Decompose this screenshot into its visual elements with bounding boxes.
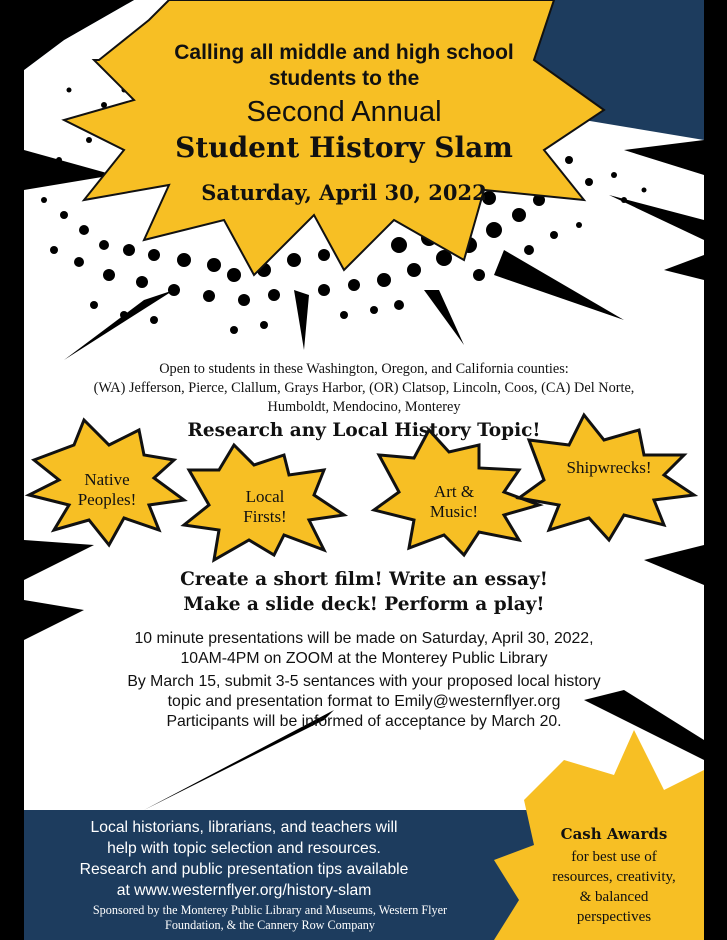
topic-tag-art-music: [409, 482, 499, 522]
details-line: Participants will be informed of acceptance by March 20.: [166, 713, 562, 730]
intro-text: [94, 40, 594, 92]
awards-line: for best use of: [571, 849, 657, 865]
flyer-paper: [24, 0, 704, 940]
support-line: at www.westernflyer.org/history-slam: [116, 882, 372, 899]
topic-tag-line: Local: [245, 487, 285, 506]
topic-tag-line: Peoples!: [77, 490, 137, 509]
support-text: [24, 817, 464, 901]
details-presentations: [44, 629, 684, 669]
details-line: 10AM-4PM on ZOOM at the Monterey Public Library: [180, 650, 548, 667]
formats-text: [64, 567, 664, 617]
topic-tag-line: Firsts!: [243, 507, 287, 526]
sponsor-line: Sponsored by the Monterey Public Library and Museums, Western Flyer: [92, 903, 448, 917]
awards-title: Cash Awards: [560, 825, 668, 843]
support-line: Research and public presentation tips available: [79, 861, 409, 878]
eligibility-text: [24, 360, 704, 417]
details-line: topic and presentation format to Emily@westernflyer.org: [167, 693, 561, 710]
topics-heading: Research any Local History Topic!: [187, 420, 541, 441]
eligibility-line-3: Humboldt, Mendocino, Monterey: [267, 399, 461, 415]
edition-label: Second Annual: [246, 96, 442, 128]
topic-tag-line: Art &: [433, 482, 475, 501]
details-text: [44, 629, 684, 735]
topic-tag-shipwrecks: [554, 458, 664, 478]
topic-tag-line: Shipwrecks!: [566, 458, 652, 477]
awards-line: & balanced: [579, 889, 649, 905]
formats-line-2: Make a slide deck! Perform a play!: [183, 594, 545, 615]
sponsor-credits: [24, 903, 516, 933]
support-line: help with topic selection and resources.: [107, 840, 381, 857]
details-line: 10 minute presentations will be made on Saturday, April 30, 2022,: [134, 630, 594, 647]
topic-tag-line: Music!: [429, 502, 479, 521]
eligibility-line-2: (WA) Jefferson, Pierce, Clallum, Grays Harbor, (OR) Clatsop, Lincoln, Coos, (CA) Del Norte,: [93, 380, 635, 396]
topic-tag-line: Native: [84, 470, 130, 489]
awards-line: perspectives: [576, 909, 652, 925]
formats-line-1: Create a short film! Write an essay!: [180, 569, 548, 590]
eligibility-line-1: Open to students in these Washington, Oregon, and California counties:: [159, 361, 569, 377]
sponsor-line: Foundation, & the Cannery Row Company: [165, 918, 375, 932]
event-date: Saturday, April 30, 2022: [201, 180, 487, 205]
details-submission: [44, 672, 684, 732]
topic-tag-local-firsts: [220, 487, 310, 527]
topic-tag-native-peoples: [62, 470, 152, 510]
details-line: By March 15, submit 3-5 sentances with your proposed local history: [127, 673, 601, 690]
support-line: Local historians, librarians, and teachers will: [90, 819, 398, 836]
awards-description: [519, 847, 704, 927]
awards-line: resources, creativity,: [552, 869, 676, 885]
event-title: Student History Slam: [175, 131, 513, 164]
intro-line-2: students to the: [268, 67, 420, 90]
intro-line-1: Calling all middle and high school: [174, 41, 514, 64]
